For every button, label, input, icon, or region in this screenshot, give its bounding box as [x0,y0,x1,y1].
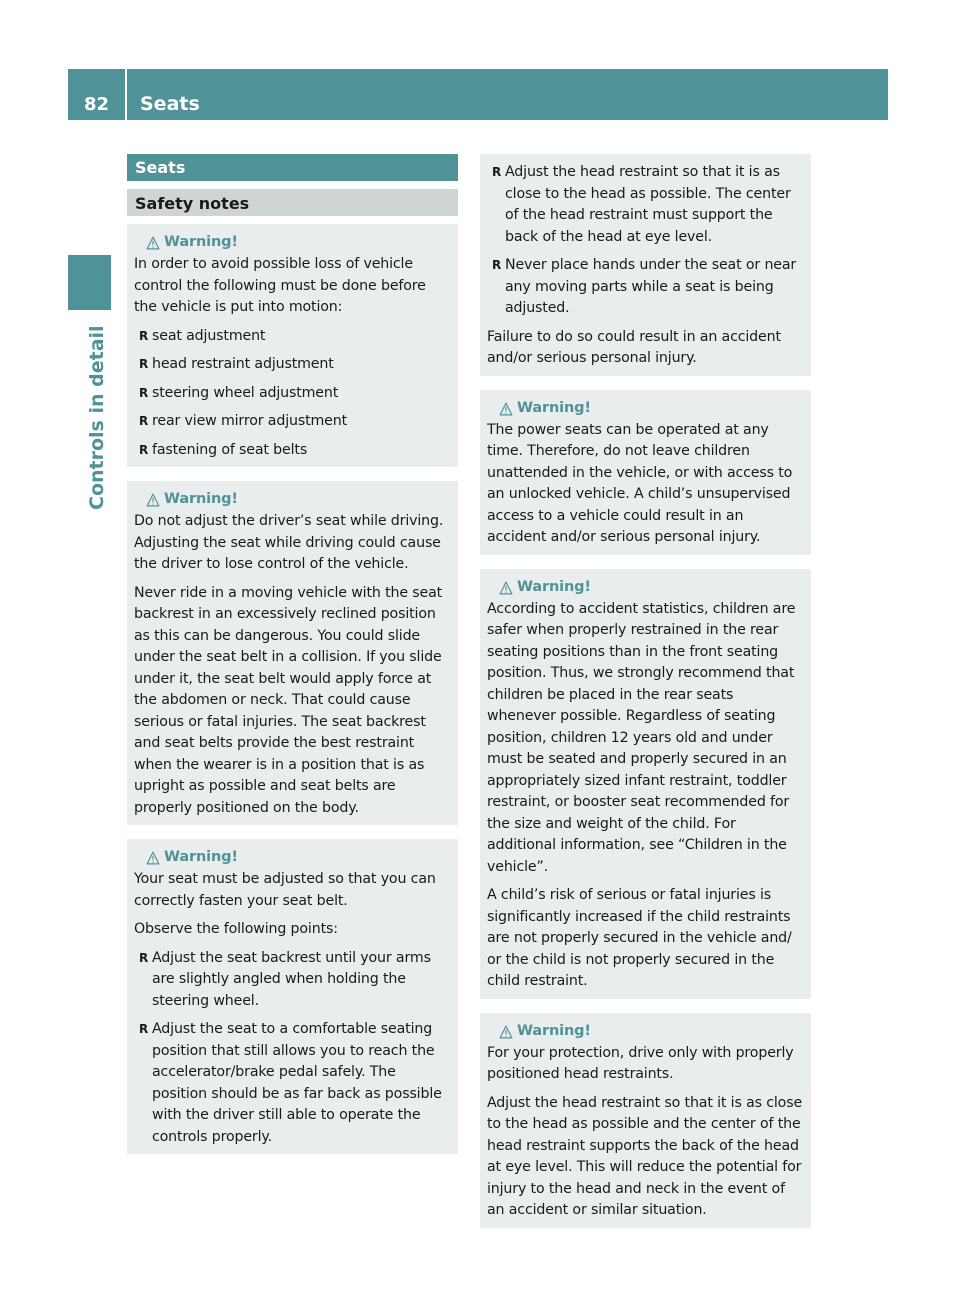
warning-box-6 [480,1013,811,1228]
warning-triangle-icon [487,1021,517,1043]
list-item: R fastening of seat belts [134,440,451,462]
warning-heading [487,1021,804,1043]
warning-title: Warning! [164,491,238,508]
warning-box-3 [127,839,458,1154]
warning-text: Do not adjust the driver’s seat while driving. Adjusting the seat while driving could cause the driver to lose control of the vehicle. [134,513,444,572]
warning-heading [134,847,451,869]
warning-triangle-icon [134,232,164,254]
warning-title: Warning! [164,849,238,866]
warning-text: In order to avoid possible loss of vehicle control the following must be done before the vehicle is put into motion: [134,256,426,315]
warning-box-continued [480,154,811,376]
left-column [127,154,458,1168]
list-item: R seat adjustment [134,326,451,348]
warning-triangle-icon [487,577,517,599]
warning-triangle-icon [134,847,164,869]
section-title: Seats [127,154,458,181]
warning-title: Warning! [164,234,238,251]
warning-text: A child’s risk of serious or fatal injuries is significantly increased if the child restraints are not properly secured in the vehicle and/ or the child is not properly secured in the child restraint. [487,887,792,989]
page-number: 82 [83,94,110,115]
subsection-title: Safety notes [127,189,458,216]
warning-triangle-icon [487,398,517,420]
list-item: R Adjust the seat to a comfortable seating position that still allows you to reach the accelerator/brake pedal safely. The position should be as far back as possible with the driver still able to operate the controls properly. [134,1019,451,1148]
warning-heading [134,232,451,254]
warning-text: Observe the following points: [134,921,338,937]
warning-title: Warning! [517,1022,591,1039]
list-item: R rear view mirror adjustment [134,411,451,433]
warning-text: Your seat must be adjusted so that you can correctly fasten your seat belt. [134,871,436,909]
warning-title: Warning! [517,578,591,595]
warning-heading [487,577,804,599]
side-tab-marker [68,255,111,310]
warning-heading [487,398,804,420]
warning-text: For your protection, drive only with properly positioned head restraints. [487,1044,794,1082]
warning-text: Never ride in a moving vehicle with the seat backrest in an excessively reclined position as this can be dangerous. You could slide under the seat belt in a collision. If you slide under it, the seat belt would apply force at the abdomen or neck. That could cause serious or fatal injuries. The seat backrest and seat belts provide the best restraint when the wearer is in a position that is as upright as possible and seat belts are properly positioned on the body. [134,584,443,816]
list-item: R Adjust the head restraint so that it is as close to the head as possible. The center of the head restraint must support the back of the head at eye level. [487,162,804,248]
warning-box-1 [127,224,458,467]
list-item: R Never place hands under the seat or near any moving parts while a seat is being adjusted. [487,255,804,320]
warning-text: According to accident statistics, children are safer when properly restrained in the rear seating positions than in the front seating position. Thus, we strongly recommend that children be placed in the rear seats whenever possible. Regardless of seating position, children 12 years old and under must be seated and properly secured in an appropriately sized infant restraint, toddler restraint, or booster seat recommended for the size and weight of the child. For additional information, see “Children in the vehicle”. [487,600,796,875]
list-item: R Adjust the seat backrest until your arms are slightly angled when holding the steering wheel. [134,948,451,1013]
warning-triangle-icon [134,489,164,511]
warning-heading [134,489,451,511]
list-item: R head restraint adjustment [134,354,451,376]
side-tab-label: Controls in detail [86,325,108,510]
warning-title: Warning! [517,399,591,416]
list-item: R steering wheel adjustment [134,383,451,405]
header-title: Seats [140,93,200,115]
right-column [480,154,811,1242]
warning-box-4 [480,390,811,555]
warning-text: Adjust the head restraint so that it is as close to the head as possible and the center of the head restraint supports the back of the head at eye level. This will reduce the potential for injury to the head and neck in the event of an accident or similar situation. [487,1094,803,1218]
warning-box-5 [480,569,811,999]
warning-box-2 [127,481,458,825]
warning-text: The power seats can be operated at any time. Therefore, do not leave children unattended in the vehicle, or with access to an unlocked vehicle. A child’s unsupervised access to a vehicle could result in an accident and/or serious personal injury. [487,421,793,545]
warning-text: Failure to do so could result in an accident and/or serious personal injury. [487,328,781,366]
header-divider [125,69,127,120]
